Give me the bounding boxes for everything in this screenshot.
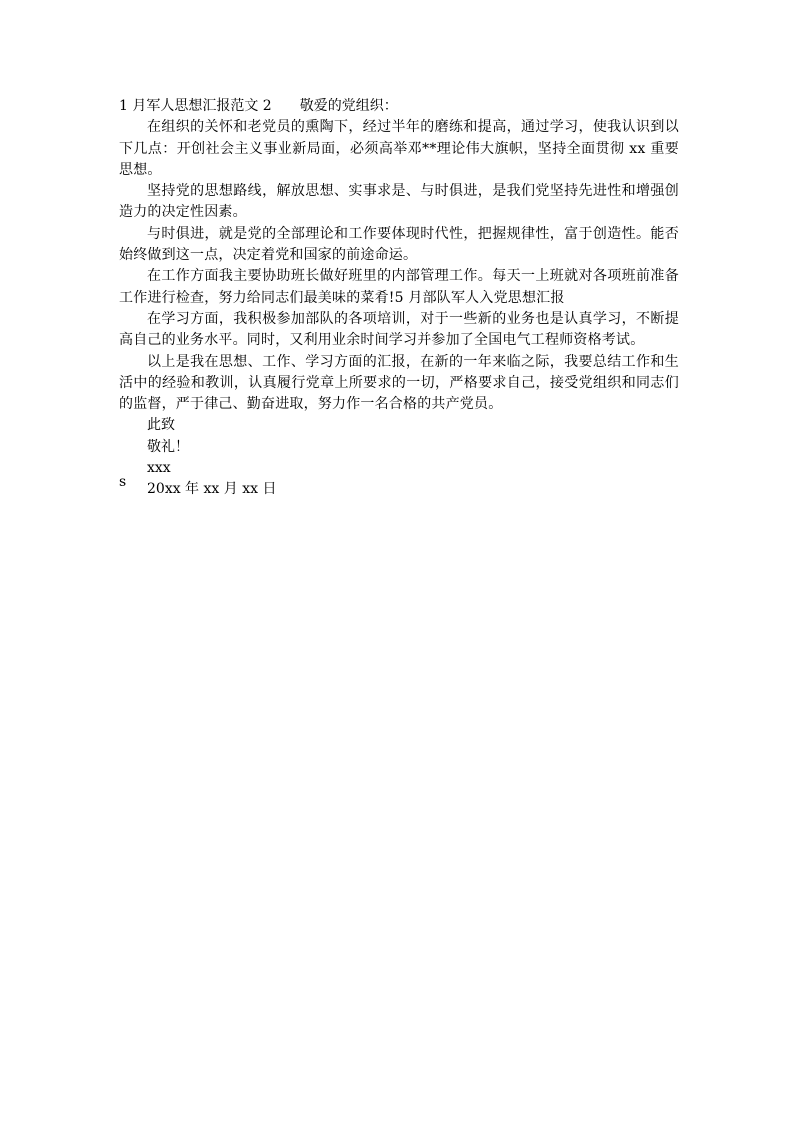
closing-line-2: 敬礼！ (147, 438, 189, 455)
document-title: 1 月军人思想汇报范文 2 (119, 98, 272, 114)
paragraph-6: 以上是我在思想、工作、学习方面的汇报，在新的一年来临之际，我要总结工作和生活中的经验和教训，认真履行党章上所要求的一切，严格要求自己，接受党组织和同志们的监督，严于律己、勤奋进取，努力作一名合格的共产党员。 (119, 353, 679, 413)
paragraph-2: 坚持党的思想路线，解放思想、实事求是、与时俱进，是我们党坚持先进性和增强创造力的决定性因素。 (119, 183, 679, 221)
trailing-character: s (119, 474, 127, 490)
heading-line (119, 96, 679, 117)
document-body (119, 96, 679, 501)
signature: xxx (147, 460, 171, 477)
paragraph-4: 在工作方面我主要协助班长做好班里的内部管理工作。每天一上班就对各项班前准备工作进行检查，努力给同志们最美味的菜肴!5 月部队军人入党思想汇报 (119, 268, 679, 306)
paragraph-5: 在学习方面，我积极参加部队的各项培训，对于一些新的业务也是认真学习，不断提高自己的业务水平。同时，又利用业余时间学习并参加了全国电气工程师资格考试。 (119, 310, 679, 349)
salutation: 敬爱的党组织： (299, 98, 398, 114)
paragraph-3: 与时俱进，就是党的全部理论和工作要体现时代性，把握规律性，富于创造性。能否始终做到这一点，决定着党和国家的前途命运。 (119, 225, 679, 264)
closing-line-1: 此致 (147, 417, 175, 434)
date: 20xx 年 xx 月 xx 日 (147, 481, 277, 498)
paragraph-1: 在组织的关怀和老党员的熏陶下，经过半年的磨练和提高，通过学习，使我认识到以下几点：开创社会主义事业新局面，必须高举邓**理论伟大旗帜，坚持全面贯彻 xx 重要思想。 (119, 119, 679, 178)
